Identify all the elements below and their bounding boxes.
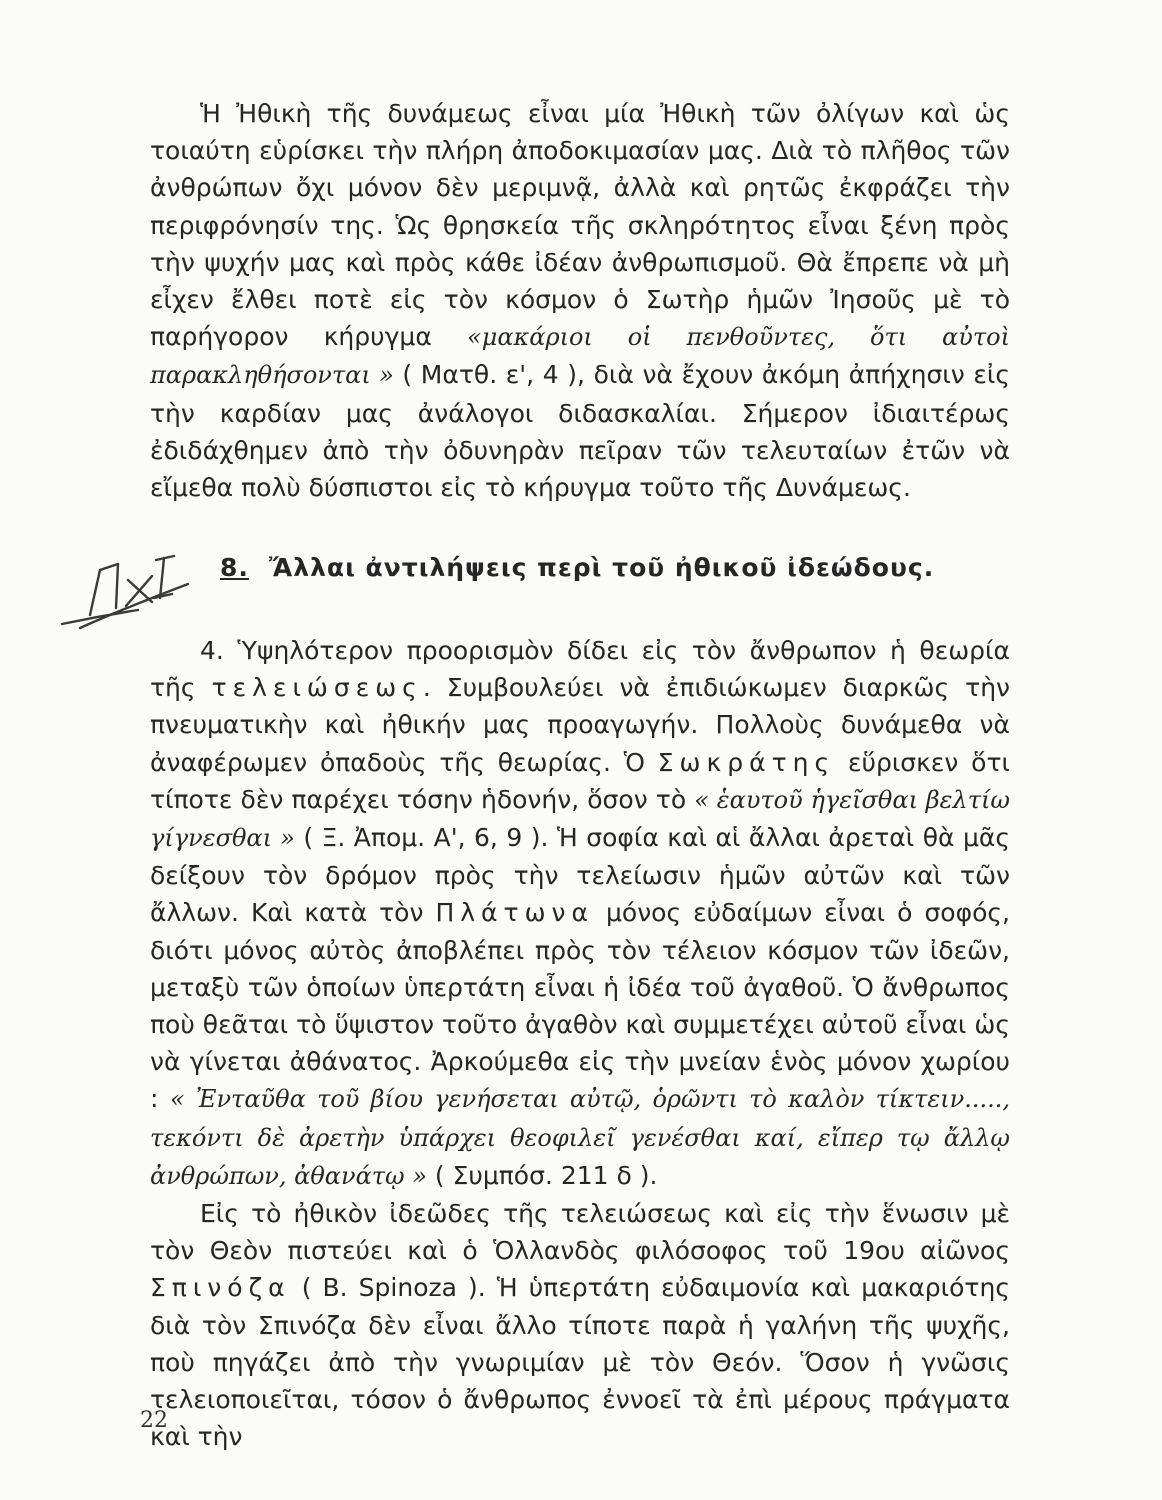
- para3-text-a: Εἰς τὸ ἠθικὸν ἰδεῶδες τῆς τελειώσεως καὶ εἰς τὴν ἕνωσιν μὲ τὸν Θεὸν πιστεύει καὶ ὁ Ὁλλανδὸς φιλόσοφος τοῦ 19ου αἰῶνος: [150, 1199, 1010, 1266]
- para3-spaced-spinoza: Σπινόζα: [150, 1273, 291, 1303]
- section-heading: [220, 553, 934, 582]
- para2-spaced-plato: Πλάτωνα: [435, 898, 594, 928]
- para2-spaced-teleioseos: τελειώσεως: [211, 673, 423, 703]
- page-number: 22: [140, 1408, 168, 1433]
- section-number: 8.: [220, 553, 249, 582]
- para1-text-a: Ἡ Ἠθικὴ τῆς δυνάμεως εἶναι μία Ἠθικὴ τῶν ὀλίγων καὶ ὡς τοιαύτη εὑρίσκει τὴν πλήρη ἀποδοκιμασίαν μας. Διὰ τὸ πλῆθος τῶν ἀνθρώπων ὄχι μόνον δὲν μεριμνᾷ, ἀλλὰ καὶ ρητῶς ἐκφράζει τὴν περιφρόνησίν της. Ὡς θρησκεία τῆς σκληρότητος εἶναι ξένη πρὸς τὴν ψυχήν μας καὶ πρὸς κάθε ἰδέαν ἀνθρωπισμοῦ. Θὰ ἔπρεπε νὰ μὴ εἶχεν ἔλθει ποτὲ εἰς τὸν κόσμον ὁ Σωτὴρ ἡμῶν Ἰησοῦς μὲ τὸ παρήγορον κήρυγμα: [150, 99, 1010, 352]
- para1-text-b: ( Ματθ. ε', 4 ), διὰ νὰ ἔχουν ἀκόμη ἀπήχησιν εἰς τὴν καρδίαν μας ἀνάλογοι διδασκαλίαι. Σήμερον ἰδιαιτέρως ἐδιδάχθημεν ἀπὸ τὴν ὀδυνηρὰν πεῖραν τῶν τελευταίων ἐτῶν νὰ εἴμεθα πολὺ δύσπιστοι εἰς τὸ κήρυγμα τοῦτο τῆς Δυνάμεως.: [150, 360, 1010, 503]
- paragraph-perfection-theory: [150, 632, 1010, 1455]
- para2-spaced-socrates: Σωκράτης: [657, 747, 836, 777]
- para2-quote-symposium: « Ἐνταῦθα τοῦ βίου γενήσεται αὐτῷ, ὁρῶντι τὸ καλὸν τίκτειν....., τεκόντι δὲ ἀρετὴν ὑπάρχει θεοφιλεῖ γενέσθαι καί, εἴπερ τῳ ἄλλῳ ἀνθρώπων, ἀθανάτῳ »: [150, 1085, 1010, 1190]
- margin-note-handwriting: [60, 540, 200, 640]
- para1-quote-beatitude: «μακάριοι οἱ πενθοῦντες, ὅτι αὐτοὶ παρακληθήσονται »: [150, 323, 1010, 390]
- para2-text-d: ( Ξ. Ἀπομ. Α', 6, 9 ). Ἡ σοφία καὶ αἱ ἄλλαι ἀρεταὶ θὰ μᾶς δείξουν τὸν δρόμον πρὸς τὴν τελείωσιν ἡμῶν αὐτῶν καὶ τῶν ἄλλων. Καὶ κατὰ τὸν: [150, 823, 1010, 928]
- para2-text-f: ( Συμπόσ. 211 δ ).: [426, 1160, 658, 1190]
- handwritten-margin-note: [60, 540, 200, 640]
- para2-text-e: μόνος εὐδαίμων εἶναι ὁ σοφός, διότι μόνος αὐτὸς ἀποβλέπει πρὸς τὸν τέλειον κόσμον τῶν ἰδεῶν, μεταξὺ τῶν ὁποίων ὑπερτάτη εἶναι ἡ ἰδέα τοῦ ἀγαθοῦ. Ὁ ἄνθρωπος ποὺ θεᾶται τὸ ὕψιστον τοῦτο ἀγαθὸν καὶ συμμετέχει αὐτοῦ εἶναι ὡς νὰ γίνεται ἀθάνατος. Ἀρκούμεθα εἰς τὴν μνείαν ἑνὸς μόνον χωρίου :: [150, 898, 1011, 1114]
- para3-text-b: ( B. Spinoza ). Ἡ ὑπερτάτη εὐδαιμονία καὶ μακαριότης διὰ τὸν Σπινόζα δὲν εἶναι ἄλλο τίποτε παρὰ ἡ γαλήνη τῆς ψυχῆς, ποὺ πηγάζει ἀπὸ τὴν γνωριμίαν μὲ τὸν Θεόν. Ὅσον ἡ γνῶσις τελειοποιεῖται, τόσον ὁ ἄνθρωπος ἐννοεῖ τὰ ἐπὶ μέρους πράγματα καὶ τὴν: [150, 1273, 1010, 1452]
- para2-text-b: . Συμβουλεύει νὰ ἐπιδιώκωμεν διαρκῶς τὴν πνευματικὴν καὶ ἠθικήν μας προαγωγήν. Πολλοὺς δυνάμεθα νὰ ἀναφέρωμεν ὀπαδοὺς τῆς θεωρίας. Ὁ: [150, 673, 1011, 777]
- para2-quote-xenophon: « ἑαυτοῦ ἡγεῖσθαι βελτίω γίγνεσθαι »: [150, 785, 1011, 853]
- para2-text-c: εὕρισκεν ὅτι τίποτε δὲν παρέχει τόσην ἡδονήν, ὅσον τὸ: [150, 747, 1010, 814]
- para2-text-a: 4. Ὑψηλότερον προορισμὸν δίδει εἰς τὸν ἄνθρωπον ἡ θεωρία τῆς: [150, 636, 1010, 703]
- section-title: Ἄλλαι ἀντιλήψεις περὶ τοῦ ἠθικοῦ ἰδεώδους.: [268, 553, 935, 582]
- paragraph-ethics-of-power: [150, 95, 1010, 506]
